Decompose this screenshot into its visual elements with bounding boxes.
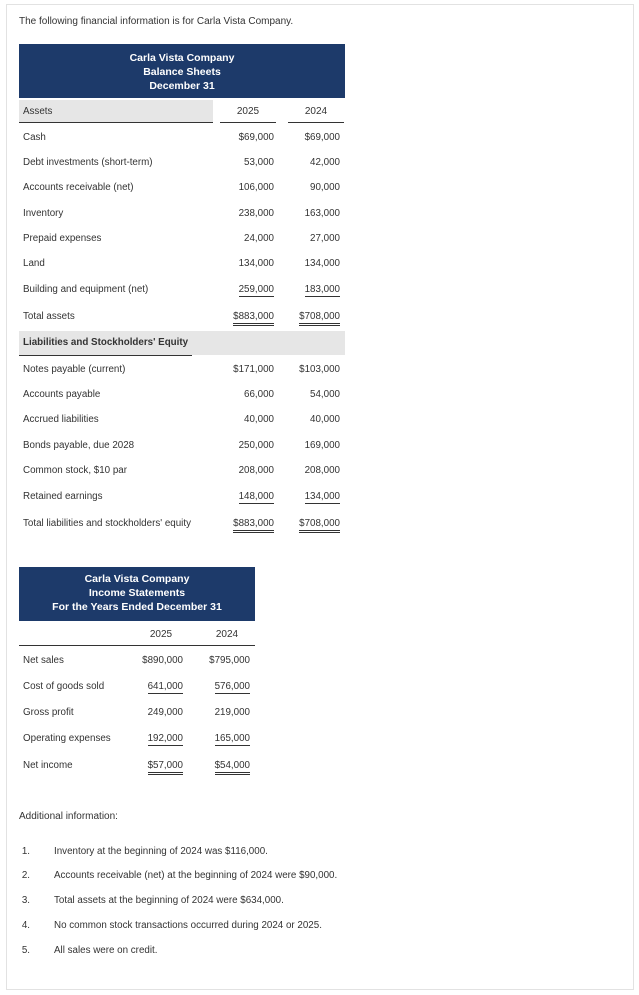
asset-value-2025: 238,000: [238, 208, 274, 219]
total-liabilities-label: Total liabilities and stockholders' equity: [23, 518, 191, 529]
is-value-2025: 192,000: [147, 733, 183, 744]
bs-year-2025-rule: [220, 122, 276, 123]
liability-value-2025: 40,000: [244, 414, 274, 425]
liabilities-heading: Liabilities and Stockholders' Equity: [23, 337, 189, 348]
assets-heading: Assets: [23, 106, 53, 117]
asset-label: Cash: [23, 132, 46, 143]
bs-year-2024-rule: [288, 122, 344, 123]
is-value-2025: 641,000: [147, 681, 183, 692]
liability-label: Common stock, $10 par: [23, 465, 128, 476]
balance-sheet-header: [19, 44, 345, 98]
liability-value-2024: 40,000: [310, 414, 340, 425]
asset-value-2025: 106,000: [238, 182, 274, 193]
liability-label: Notes payable (current): [23, 364, 126, 375]
asset-value-2025: 134,000: [238, 258, 274, 269]
liability-label: Bonds payable, due 2028: [23, 440, 135, 451]
statement-period: For the Years Ended December 31: [52, 601, 222, 613]
statement-date: December 31: [149, 80, 215, 92]
net-income-label: Net income: [23, 760, 73, 771]
liability-label: Retained earnings: [23, 491, 103, 502]
asset-value-2025: 259,000: [238, 284, 274, 295]
liability-value-2025: 208,000: [238, 465, 274, 476]
list-item-number: 2.: [21, 870, 30, 881]
bs-year-2024: 2024: [304, 106, 328, 117]
company-name: Carla Vista Company: [84, 573, 190, 585]
company-name: Carla Vista Company: [129, 52, 235, 64]
liability-label: Accounts payable: [23, 389, 101, 400]
asset-value-2024: 183,000: [304, 284, 340, 295]
asset-value-2024: $69,000: [304, 132, 340, 143]
list-item-text: Total assets at the beginning of 2024 were $634,000.: [54, 895, 284, 906]
asset-value-2024: 90,000: [310, 182, 340, 193]
is-value-2024: 165,000: [214, 733, 250, 744]
liability-value-2025: 148,000: [238, 491, 274, 502]
asset-label: Debt investments (short-term): [23, 157, 153, 168]
is-value-2025: 249,000: [147, 707, 183, 718]
asset-value-2024: 27,000: [310, 233, 340, 244]
asset-label: Land: [23, 258, 45, 269]
is-row-label: Net sales: [23, 655, 64, 666]
list-item-text: All sales were on credit.: [54, 945, 158, 956]
is-year-2024: 2024: [215, 629, 239, 640]
asset-value-2024: 134,000: [304, 258, 340, 269]
statement-title: Balance Sheets: [143, 66, 221, 78]
net-income-2024: $54,000: [215, 760, 250, 775]
liability-value-2024: 134,000: [304, 491, 340, 502]
list-item-text: Accounts receivable (net) at the beginning of 2024 were $90,000.: [54, 870, 338, 881]
asset-value-2025: 24,000: [244, 233, 274, 244]
liability-value-2024: 208,000: [304, 465, 340, 476]
total-assets-2025: $883,000: [233, 311, 274, 326]
liabilities-heading-rule: [19, 355, 192, 356]
is-year-rule: [19, 645, 255, 646]
bs-year-2025: 2025: [236, 106, 260, 117]
liability-label: Accrued liabilities: [23, 414, 99, 425]
liability-value-2025: 250,000: [238, 440, 274, 451]
is-value-2025: $890,000: [142, 655, 183, 666]
list-item-number: 5.: [21, 945, 30, 956]
liability-value-2024: 169,000: [304, 440, 340, 451]
asset-value-2024: 163,000: [304, 208, 340, 219]
liability-value-2025: $171,000: [233, 364, 274, 375]
asset-value-2025: 53,000: [244, 157, 274, 168]
asset-value-2024: 42,000: [310, 157, 340, 168]
intro-text: The following financial information is for Carla Vista Company.: [19, 16, 294, 27]
additional-info-heading: Additional information:: [19, 811, 118, 822]
list-item-number: 4.: [21, 920, 30, 931]
list-item-number: 1.: [21, 846, 30, 857]
total-assets-2024: $708,000: [299, 311, 340, 326]
asset-label: Building and equipment (net): [23, 284, 149, 295]
statement-title: Income Statements: [88, 587, 186, 599]
is-value-2024: 219,000: [214, 707, 250, 718]
liability-value-2024: 54,000: [310, 389, 340, 400]
list-item-text: No common stock transactions occurred during 2024 or 2025.: [54, 920, 322, 931]
asset-value-2025: $69,000: [238, 132, 274, 143]
liability-value-2024: $103,000: [299, 364, 340, 375]
is-row-label: Gross profit: [23, 707, 74, 718]
is-row-label: Operating expenses: [23, 733, 111, 744]
liability-value-2025: 66,000: [244, 389, 274, 400]
is-value-2024: 576,000: [214, 681, 250, 692]
list-item-number: 3.: [21, 895, 30, 906]
asset-label: Accounts receivable (net): [23, 182, 134, 193]
total-liabilities-2024: $708,000: [299, 518, 340, 533]
asset-label: Prepaid expenses: [23, 233, 102, 244]
is-row-label: Cost of goods sold: [23, 681, 105, 692]
total-liabilities-2025: $883,000: [233, 518, 274, 533]
list-item-text: Inventory at the beginning of 2024 was $116,000.: [54, 846, 268, 857]
asset-label: Inventory: [23, 208, 64, 219]
is-year-2025: 2025: [149, 629, 173, 640]
net-income-2025: $57,000: [148, 760, 183, 775]
is-value-2024: $795,000: [209, 655, 250, 666]
assets-heading-rule: [19, 122, 213, 123]
income-statement-header: [19, 567, 255, 621]
total-assets-label: Total assets: [23, 311, 75, 322]
